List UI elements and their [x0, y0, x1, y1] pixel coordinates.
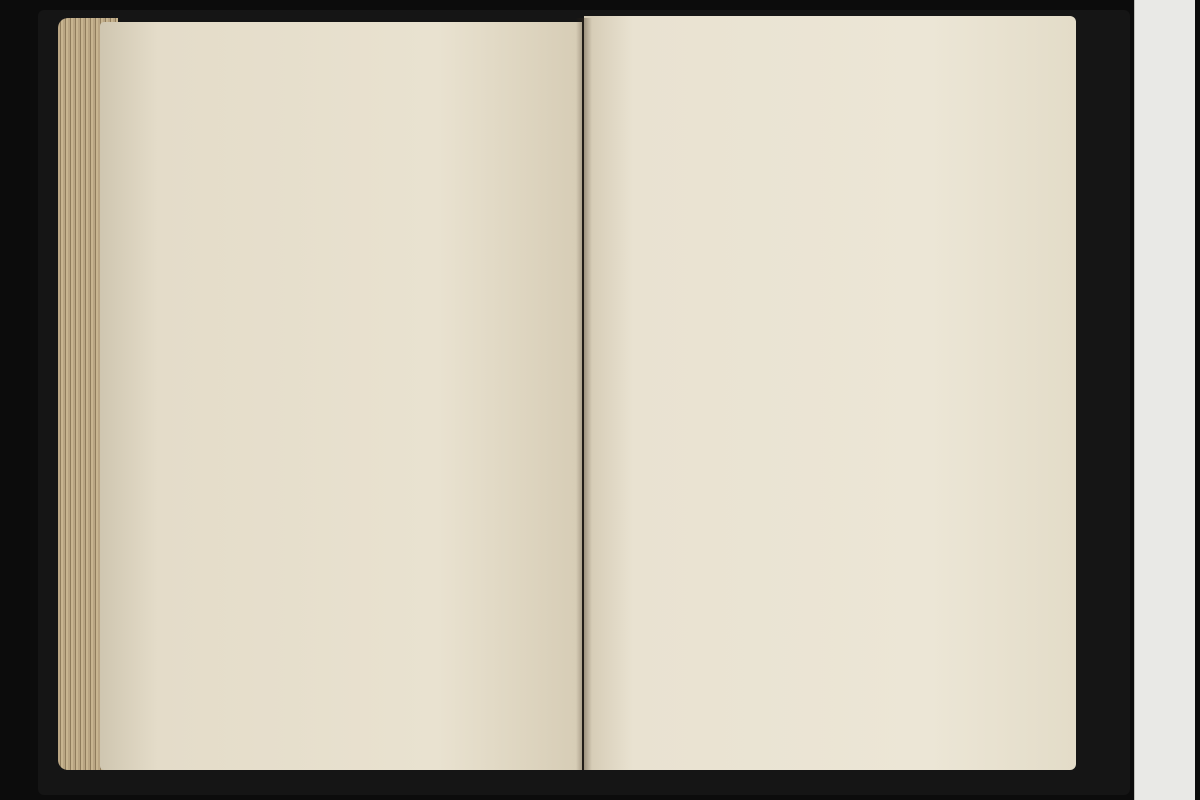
measuring-ruler [1134, 0, 1195, 800]
right-page [584, 16, 1076, 770]
left-page [100, 22, 582, 770]
ruler-ticks [1135, 0, 1195, 800]
book-gutter [576, 18, 592, 770]
